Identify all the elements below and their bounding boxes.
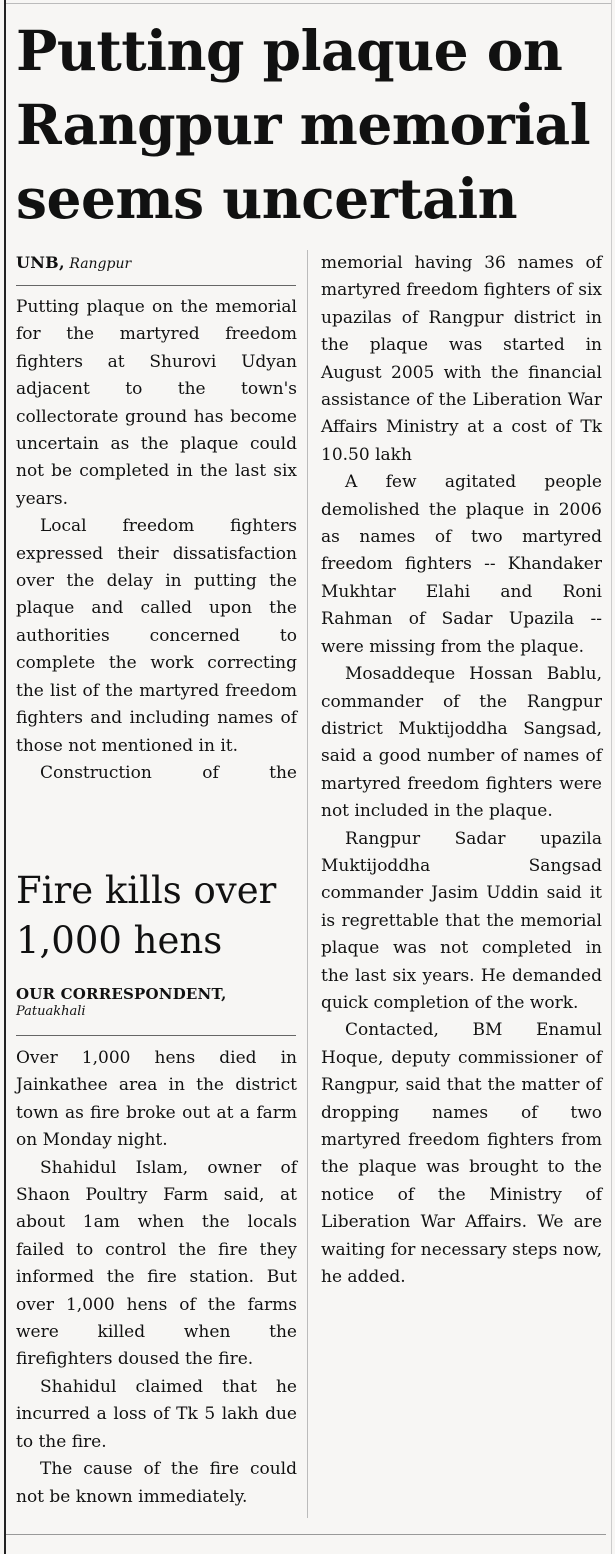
byline-place: Rangpur xyxy=(69,256,132,272)
story1-paragraph: memorial having 36 names of martyred freedom fighters of six upazilas of Rangpur district in the plaque was started in August 2005 with the financial assistance of the Liberation War Affairs Ministry at a cost of Tk 10.50 lakh xyxy=(321,253,602,465)
byline-agency: OUR CORRESPONDENT, xyxy=(16,985,227,1003)
page-left-border xyxy=(4,0,6,1554)
headline-plaque: Putting plaque on Rangpur memorial seems uncertain xyxy=(16,18,591,231)
story1-paragraph: Construction of the xyxy=(40,762,297,783)
story1-paragraph: Mosaddeque Hossan Bablu, commander of the Rangpur district Muktijoddha Sangsad, said a good number of names of martyred freedom fighters were not included in the plaque. xyxy=(321,664,602,822)
story1-paragraph: A few agitated people demolished the plaque in 2006 as names of two martyred freedom fighters -- Khandaker Mukhtar Elahi and Roni Rahman of Sadar Upazila -- were missing from the plaque. xyxy=(321,472,602,657)
page-bottom-border xyxy=(6,1534,606,1535)
story1-right-column xyxy=(321,250,602,1291)
story2-column xyxy=(16,1045,297,1511)
page-right-border xyxy=(611,0,612,1554)
story1-paragraph: Putting plaque on the memorial for the martyred freedom fighters at Shurovi Udyan adjacent to the town's collectorate ground has become uncertain as the plaque could not be completed in the last six years. xyxy=(16,297,297,509)
headline-fire: Fire kills over 1,000 hens xyxy=(16,869,277,962)
byline-unb xyxy=(16,254,297,273)
byline-correspondent xyxy=(16,985,297,1021)
story2-paragraph: Shahidul claimed that he incurred a loss of Tk 5 lakh due to the fire. xyxy=(16,1376,297,1452)
byline-place: Patuakhali xyxy=(16,1004,86,1019)
story2-paragraph: Shahidul Islam, owner of Shaon Poultry Farm said, at about 1am when the locals failed to control the fire they informed the fire station. But over 1,000 hens of the farms were killed when the firefighters doused the fire. xyxy=(16,1157,297,1370)
byline-rule xyxy=(16,1035,296,1036)
byline-agency: UNB, xyxy=(16,253,65,272)
story1-paragraph: Contacted, BM Enamul Hoque, deputy commissioner of Rangpur, said that the matter of dropping names of two martyred freedom fighters from the plaque was brought to the notice of the Ministry of Liberation War Affairs. We are waiting for necessary steps now, he added. xyxy=(321,1020,602,1288)
story1-left-column xyxy=(16,294,297,787)
story1-paragraph: Rangpur Sadar upazila Muktijoddha Sangsad commander Jasim Uddin said it is regrettable that the memorial plaque was not completed in the last six years. He demanded quick completion of the work. xyxy=(321,828,602,1013)
page-top-border xyxy=(6,3,611,4)
story2-paragraph: Over 1,000 hens died in Jainkathee area in the district town as fire broke out at a farm on Monday night. xyxy=(16,1048,297,1151)
byline-rule xyxy=(16,285,296,286)
story1-paragraph: Local freedom fighters expressed their dissatisfaction over the delay in putting the plaque and called upon the authorities concerned to complete the work correcting the list of the martyred freedom fighters and including names of those not mentioned in it. xyxy=(16,516,297,756)
column-divider xyxy=(307,250,308,1518)
story2-paragraph: The cause of the fire could not be known immediately. xyxy=(16,1459,297,1507)
